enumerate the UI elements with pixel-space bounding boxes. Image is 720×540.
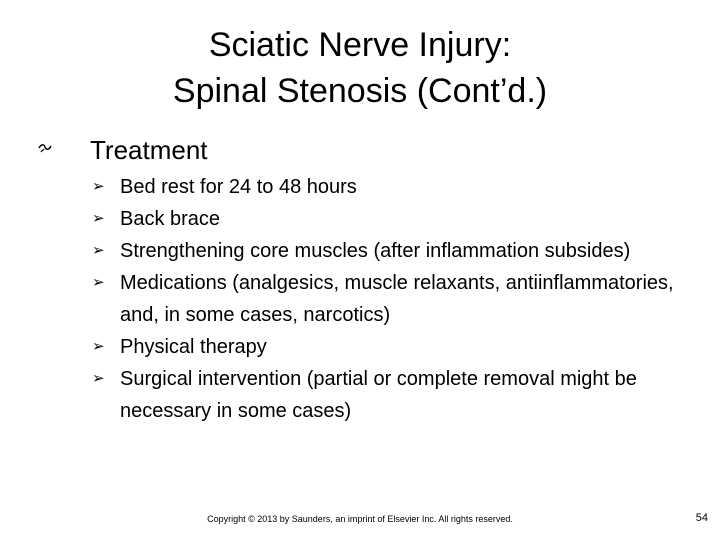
arrowhead-bullet-icon: ➢ — [92, 178, 105, 195]
list-item: ➢ Physical therapy — [92, 331, 682, 363]
treatment-heading-text: Treatment — [90, 135, 208, 165]
pen-nib-bullet-icon — [38, 132, 90, 168]
slide-title-line-2: Spinal Stenosis (Cont’d.) — [172, 72, 548, 110]
page-number: 54 — [695, 512, 708, 524]
arrowhead-bullet-icon: ➢ — [92, 274, 105, 291]
arrowhead-bullet-icon: ➢ — [92, 338, 105, 355]
slide-title — [60, 22, 660, 114]
arrowhead-bullet-icon: ➢ — [92, 210, 105, 227]
copyright-footer: Copyright © 2013 by Saunders, an imprint of Elsevier Inc. All rights reserved. — [207, 514, 513, 524]
list-item: ➢ Bed rest for 24 to 48 hours — [92, 171, 682, 203]
arrowhead-bullet-icon: ➢ — [92, 242, 105, 259]
list-item: ➢ Surgical intervention (partial or complete removal might be necessary in some cases) — [92, 363, 682, 427]
treatment-list — [92, 171, 682, 427]
treatment-heading — [38, 132, 678, 168]
arrowhead-bullet-icon: ➢ — [92, 370, 105, 387]
slide-title-line-1: Sciatic Nerve Injury: — [208, 26, 512, 64]
list-item: ➢ Back brace — [92, 203, 682, 235]
list-item: ➢ Medications (analgesics, muscle relaxants, antiinflammatories, and, in some cases, narcotics) — [92, 267, 682, 331]
list-item: ➢ Strengthening core muscles (after inflammation subsides) — [92, 235, 682, 267]
